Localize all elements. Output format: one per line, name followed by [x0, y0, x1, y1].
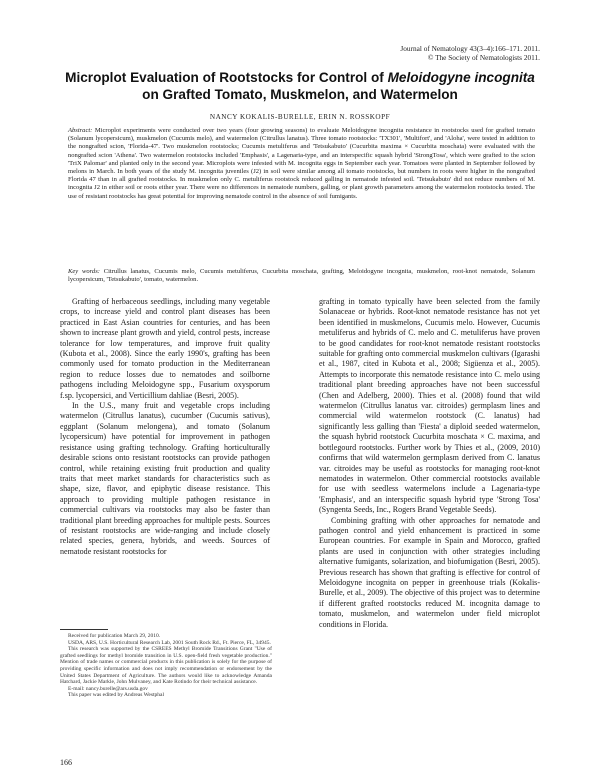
abstract: [68, 127, 535, 201]
footnote: E-mail: nancy.burelle@ars.usda.gov: [68, 685, 148, 692]
keywords-text: Citrullus lanatus, Cucumis melo, Cucumis metuliferus, Cucurbita moschata, grafting, Meloidogyne incognita, muskmelon, root-knot nematode, Solanum lycopersicum, 'Tetsukabuto', tomato, watermelon.: [68, 268, 535, 284]
footnotes: [60, 633, 272, 699]
body-column-left: [60, 297, 270, 557]
body-paragraph: Grafting of herbaceous seedlings, including many vegetable crops, to increase yield and control plant diseases has been practiced in East Asian countries for centuries, and has been shown to increase plant growth and yield, control pests, increase tolerance for low temperatures, and improve fruit quality (Kubota et al., 2008). Since the early 1990's, grafting has been commonly used for tomato production in the Mediterranean region to reduce losses due to nematodes and soilborne pathogens including Meloidogyne spp., Fusarium oxysporum f.sp. lycopersici, and Verticillium dahliae (Besri, 2005).: [60, 297, 270, 400]
body-paragraph: Combining grafting with other approaches for nematode and pathogen control and yield enhancement is practiced in some European countries. For example in Spain and Morocco, grafted plants are used in conjunction with other strategies including alternative fumigants, solarization, and biofumigation (Besri, 2005). Previous research has shown that grafting is effective for control of Meloidogyne incognita on pepper in greenhouse trials (Kokalis-Burelle, et al., 2009). The objective of this project was to determine if different grafted rootstocks reduced M. incognita damage to tomato, muskmelon, and watermelon under field microplot conditions in Florida.: [319, 515, 540, 629]
title-species: Meloidogyne incognita: [387, 70, 535, 85]
journal-citation: Journal of Nematology 43(3–4):166–171. 2011.: [400, 44, 540, 53]
journal-copyright: © The Society of Nematologists 2011.: [427, 53, 540, 62]
footnote: This research was supported by the CSREES Methyl Bromide Transitions Grant "Use of grafted seedlings for methyl bromide transition in U.S. open-field fresh vegetable production." Mention of trade names or commercial products in this publication is solely for the purpose of providing specific information and does not imply recommendation or endorsement by the United States Department of Agriculture. The authors would like to acknowledge Amanda Hatchard, Jackie Markle, John Mulvaney, and Kate Rotindo for their technical assistance.: [60, 646, 272, 686]
page-number: 166: [60, 758, 72, 767]
paper-title: [50, 69, 550, 103]
body-column-right: [319, 297, 540, 630]
keywords: [68, 268, 535, 284]
abstract-text: Microplot experiments were conducted over two years (four growing seasons) to evaluate Meloidogyne incognita resistance in rootstocks used for grafted tomato (Solanum lycopersicum), muskmelon (Cucumis melo), and watermelon (Citrullus lanatus). Three tomato rootstocks: 'TX301', 'Multifort', and 'Aloha', were tested in addition to the nongrafted scion, 'Florida-47'. Two muskmelon rootstocks; Cucumis metuliferus and 'Tetsukabuto' (Cucurbita maxima × Cucurbita moschata) were evaluated with the nongrafted scion 'Athena'. Two watermelon rootstocks included 'Emphasis', a Lagenaria-type, and an interspecific squash hybrid 'StrongTosa', which were grafted to the scion 'TriX Palomar' and planted only in the second year. Microplots were infested with M. incognita eggs in September each year. Tomatoes were planted in September followed by melons in March. In both years of the study M. incognita juveniles (J2) in soil were similar among all tomato rootstocks, but numbers in roots were higher in the nongrafted Florida 47 than in all grafted rootstocks. In muskmelon only C. metuliferus rootstock reduced galling in nematode infested soil. 'Tetsukabuto' did not reduce numbers of M. incognita J2 in either soil or roots either year. There were no differences in nematode numbers, galling, or plant growth parameters among the watermelon rootstocks tested. The use of resistant rootstocks has great potential for improving nematode control in the absence of soil fumigants.: [68, 127, 535, 200]
body-paragraph: grafting in tomato typically have been selected from the family Solanaceae or hybrids. Root-knot nematode resistance has not yet been identified in muskmelons, Cucumis melo. However, Cucumis metuliferus and hybrids of C. melo and C. metuliferus have proven to be good candidates for root-knot nematode resistant rootstocks suitable for grafting onto commercial muskmelon cultivars (Igarashi et al., 1987, cited in Kubota et al., 2008; Sigüenza et al., 2005). Attempts to incorporate this nematode resistance into C. melo using traditional plant breeding approaches have not been successful (Chen and Adelberg, 2000). Thies et al. (2008) found that wild watermelon (Citrullus lanatus var. citroides) germplasm lines and commercial wild watermelon rootstock (C. lanatus) had significantly less galling than 'Fiesta' a diploid seeded watermelon, the squash hybrid rootstock Cucurbita moschata × C. maxima, and bottlegourd rootstocks. Further work by Thies et al., (2009, 2010) confirms that wild watermelon germplasm derived from C. lanatus var. citroides may be useful as rootstocks for managing root-knot nematodes in watermelon. Other commercial rootstocks available for use with seedless watermelons include a Lagenaria-type 'Emphasis', and an interspecific squash hybrid type 'Strong Tosa' (Syngenta Seeds, Inc., Rogers Brand Vegetable Seeds).: [319, 297, 540, 515]
footnote: Received for publication March 29, 2010.: [68, 633, 161, 639]
title-part1: Microplot Evaluation of Rootstocks for Control of: [65, 70, 388, 85]
authors: NANCY KOKALIS-BURELLE, ERIN N. ROSSKOPF: [209, 113, 391, 121]
body-paragraph: In the U.S., many fruit and vegetable crops including watermelon (Citrullus lanatus), cucumber (Cucumis sativus), eggplant (Solanum melongena), and tomato (Solanum lycopersicum) have potential for improvement in pathogen resistance using grafting technology. Grafting horticulturally desirable scions onto resistant rootstocks can provide pathogen control, while retaining existing fruit production and quality traits that meet market standards for characteristics such as shape, size, flavor, and epiphytic disease resistance. This approach to providing multiple pathogen resistance in commercial cultivars via rootstocks may also be faster than traditional plant breeding approaches for multiple pests. Sources of resistant rootstocks are wide-ranging and include closely related species, genera, hybrids, and weeds. Sources of nematode resistant rootstocks for: [60, 401, 270, 556]
journal-header: [400, 44, 540, 62]
footnote: This paper was edited by Andreas Westphal: [68, 692, 164, 699]
keywords-label: Key words:: [68, 268, 100, 275]
footnote-divider: [60, 629, 108, 630]
footnote: USDA, ARS, U.S. Horticultural Research Lab, 2001 South Rock Rd., Ft. Pierce, FL, 34945.: [68, 639, 271, 646]
title-part2: on Grafted Tomato, Muskmelon, and Watermelon: [142, 87, 458, 102]
abstract-label: Abstract:: [68, 127, 93, 134]
